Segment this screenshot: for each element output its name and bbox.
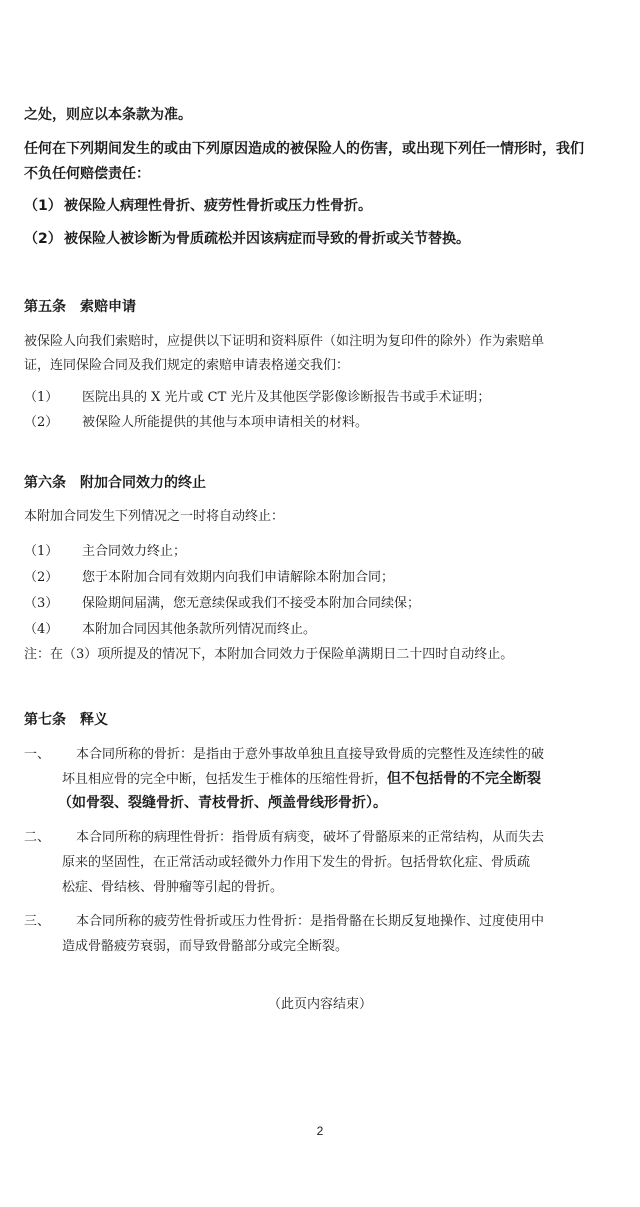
list-item [24,411,368,430]
article-5-para-line-1: 被保险人向我们索赔时，应提供以下证明和资料原件（如注明为复印件的除外）作为索赔单 [24,334,545,349]
definition-text: 坏且相应骨的完全中断，包括发生于椎体的压缩性骨折， [62,772,388,787]
exclusion-item [24,228,470,248]
definition-2-line-1: 本合同所称的病理性骨折：指骨质有病变，破坏了骨骼原来的正常结构，从而失去 [76,830,545,845]
item-text: 被保险人病理性骨折、疲劳性骨折或压力性骨折。 [64,198,372,214]
definition-1-line-2 [62,768,541,788]
exclusion-item [24,195,372,215]
item-text: 主合同效力终止； [82,544,187,559]
page-number: 2 [316,1124,324,1138]
intro-line: 之处，则应以本条款为准。 [24,107,192,123]
article-5-para-line-2: 证，连同保险合同及我们规定的索赔申请表格递交我们： [24,358,350,373]
item-text: 本附加合同因其他条款所列情况而终止。 [82,622,317,637]
item-number: （2） [24,570,59,585]
item-text: 被保险人被诊断为骨质疏松并因该病症而导致的骨折或关节替换。 [64,231,470,247]
article-5-title: 第五条 索赔申请 [24,299,136,315]
definition-number: 三、 [24,914,51,929]
item-number: （1） [24,544,59,559]
item-text: 被保险人所能提供的其他与本项申请相关的材料。 [82,415,369,430]
definition-2-line-2: 原来的坚固性，在正常活动或轻微外力作用下发生的骨折。包括骨软化症、骨质疏 [62,855,531,870]
item-number: （4） [24,622,59,637]
definition-number: 二、 [24,830,51,845]
definition-emphasis: （如骨裂、裂缝骨折、青枝骨折、颅盖骨线形骨折） [58,795,373,811]
definition-1-line-1: 本合同所称的骨折：是指由于意外事故单独且直接导致骨质的完整性及连续性的破 [76,747,545,762]
article-6-para: 本附加合同发生下列情况之一时将自动终止： [24,509,285,524]
item-text: 保险期间届满，您无意续保或我们不接受本附加合同续保； [82,596,421,611]
list-item [24,386,490,405]
item-text: 医院出具的 X 光片或 CT 光片及其他医学影像诊断报告书或手术证明； [82,390,491,405]
definition-number: 一、 [24,747,51,762]
definition-period: 。 [373,795,387,811]
definition-2-line-3: 松症、骨结核、骨肿瘤等引起的骨折。 [62,880,284,895]
item-number: （2） [24,415,59,430]
definition-emphasis: 但不包括骨的不完全断裂 [387,771,542,787]
article-6-note: 注：在（3）项所提及的情况下，本附加合同效力于保险单满期日二十四时自动终止。 [24,647,514,662]
list-item [24,618,316,637]
item-number: （2） [24,231,62,247]
item-number: （1） [24,390,59,405]
list-item [24,592,420,611]
end-of-page-note: （此页内容结束） [267,997,372,1012]
article-6-title: 第六条 附加合同效力的终止 [24,475,206,491]
item-text: 您于本附加合同有效期内向我们申请解除本附加合同； [82,570,395,585]
item-number: （1） [24,198,62,214]
article-7-title: 第七条 释义 [24,712,108,728]
list-item [24,540,186,559]
list-item [24,566,394,585]
definition-3-line-2: 造成骨骼疲劳衰弱，而导致骨骼部分或完全断裂。 [62,939,349,954]
item-number: （3） [24,596,59,611]
definition-3-line-1: 本合同所称的疲劳性骨折或压力性骨折：是指骨骼在长期反复地操作、过度使用中 [76,914,545,929]
exclusion-line-2: 不负任何赔偿责任： [24,166,150,182]
exclusion-line-1: 任何在下列期间发生的或由下列原因造成的被保险人的伤害，或出现下列任一情形时，我们 [24,141,584,157]
definition-1-line-3 [58,792,387,812]
